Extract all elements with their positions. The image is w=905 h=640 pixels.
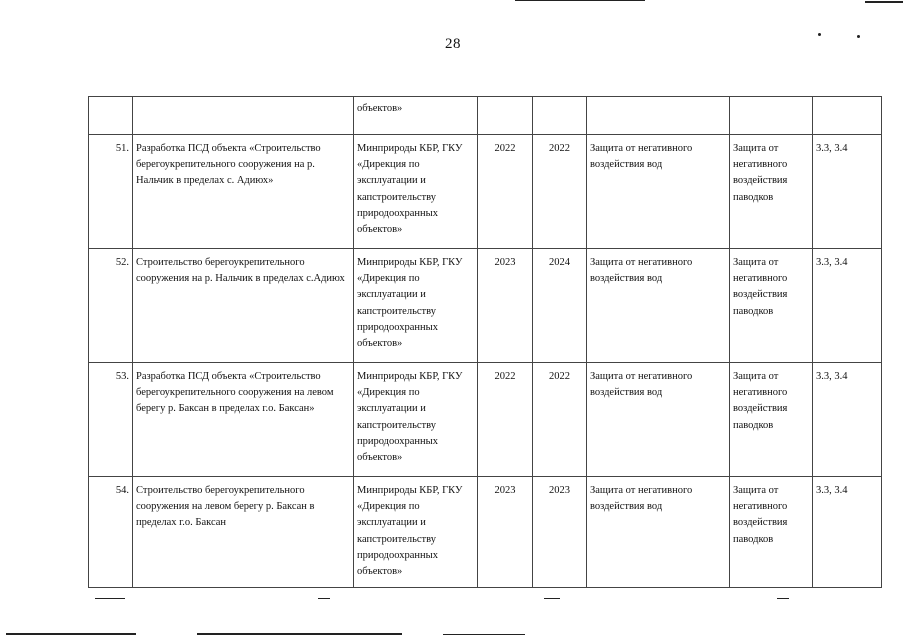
table-row bbox=[89, 135, 882, 249]
task-cell: Защита от негативного воздействия вод bbox=[587, 477, 730, 588]
scan-line-bottom-3 bbox=[443, 634, 525, 635]
scan-line-top-2 bbox=[865, 1, 903, 3]
task-cell: Защита от негативного воздействия вод bbox=[587, 135, 730, 249]
goal-cell: Защита от негативного воздействия паводков bbox=[730, 477, 813, 588]
scan-line-mid-1 bbox=[95, 598, 125, 599]
executor-cell: Минприроды КБР, ГКУ «Дирекция по эксплуатации и капстроительству природоохранных объектов» bbox=[354, 249, 478, 363]
start-year-cell: 2022 bbox=[478, 363, 533, 477]
activity-name-cell: Строительство берегоукрепительного сооружения на р. Нальчик в пределах с.Адиюх bbox=[133, 249, 354, 363]
task-cell bbox=[587, 97, 730, 135]
indicator-cell: 3.3, 3.4 bbox=[813, 249, 882, 363]
end-year-cell: 2022 bbox=[533, 363, 587, 477]
task-cell: Защита от негативного воздействия вод bbox=[587, 363, 730, 477]
table-row bbox=[89, 477, 882, 588]
start-year-cell bbox=[478, 97, 533, 135]
executor-cell: объектов» bbox=[354, 97, 478, 135]
activity-name-cell: Строительство берегоукрепительного сооружения на левом берегу р. Баксан в пределах г.о. Баксан bbox=[133, 477, 354, 588]
end-year-cell bbox=[533, 97, 587, 135]
goal-cell: Защита от негативного воздействия паводков bbox=[730, 135, 813, 249]
scan-line-mid-2 bbox=[318, 598, 330, 599]
end-year-cell: 2023 bbox=[533, 477, 587, 588]
table-row bbox=[89, 249, 882, 363]
scan-line-top-1 bbox=[515, 0, 645, 1]
row-number-cell bbox=[89, 97, 133, 135]
scan-line-mid-4 bbox=[777, 598, 789, 599]
start-year-cell: 2023 bbox=[478, 249, 533, 363]
activity-name-cell: Разработка ПСД объекта «Строительство берегоукрепительного сооружения на р. Нальчик в пределах с. Адиюх» bbox=[133, 135, 354, 249]
goal-cell bbox=[730, 97, 813, 135]
page-number: 28 bbox=[445, 36, 461, 52]
row-number-cell: 52. bbox=[89, 249, 133, 363]
row-number-cell: 54. bbox=[89, 477, 133, 588]
scan-dot-1 bbox=[818, 33, 821, 36]
start-year-cell: 2023 bbox=[478, 477, 533, 588]
indicator-cell bbox=[813, 97, 882, 135]
table-row bbox=[89, 363, 882, 477]
activity-name-cell: Разработка ПСД объекта «Строительство берегоукрепительного сооружения на левом берегу р. Баксан в пределах г.о. Баксан» bbox=[133, 363, 354, 477]
scan-line-bottom-1 bbox=[6, 633, 136, 635]
goal-cell: Защита от негативного воздействия паводков bbox=[730, 363, 813, 477]
indicator-cell: 3.3, 3.4 bbox=[813, 363, 882, 477]
indicator-cell: 3.3, 3.4 bbox=[813, 477, 882, 588]
task-cell: Защита от негативного воздействия вод bbox=[587, 249, 730, 363]
row-number-cell: 53. bbox=[89, 363, 133, 477]
executor-cell: Минприроды КБР, ГКУ «Дирекция по эксплуатации и капстроительству природоохранных объектов» bbox=[354, 363, 478, 477]
end-year-cell: 2022 bbox=[533, 135, 587, 249]
start-year-cell: 2022 bbox=[478, 135, 533, 249]
scan-line-mid-3 bbox=[544, 598, 560, 599]
indicator-cell: 3.3, 3.4 bbox=[813, 135, 882, 249]
scan-line-bottom-2 bbox=[197, 633, 402, 635]
scan-dot-2 bbox=[857, 35, 860, 38]
table-row-continuation bbox=[89, 97, 882, 135]
row-number-cell: 51. bbox=[89, 135, 133, 249]
program-table bbox=[88, 96, 882, 588]
goal-cell: Защита от негативного воздействия паводков bbox=[730, 249, 813, 363]
end-year-cell: 2024 bbox=[533, 249, 587, 363]
activity-name-cell bbox=[133, 97, 354, 135]
executor-cell: Минприроды КБР, ГКУ «Дирекция по эксплуатации и капстроительству природоохранных объектов» bbox=[354, 135, 478, 249]
executor-cell: Минприроды КБР, ГКУ «Дирекция по эксплуатации и капстроительству природоохранных объектов» bbox=[354, 477, 478, 588]
